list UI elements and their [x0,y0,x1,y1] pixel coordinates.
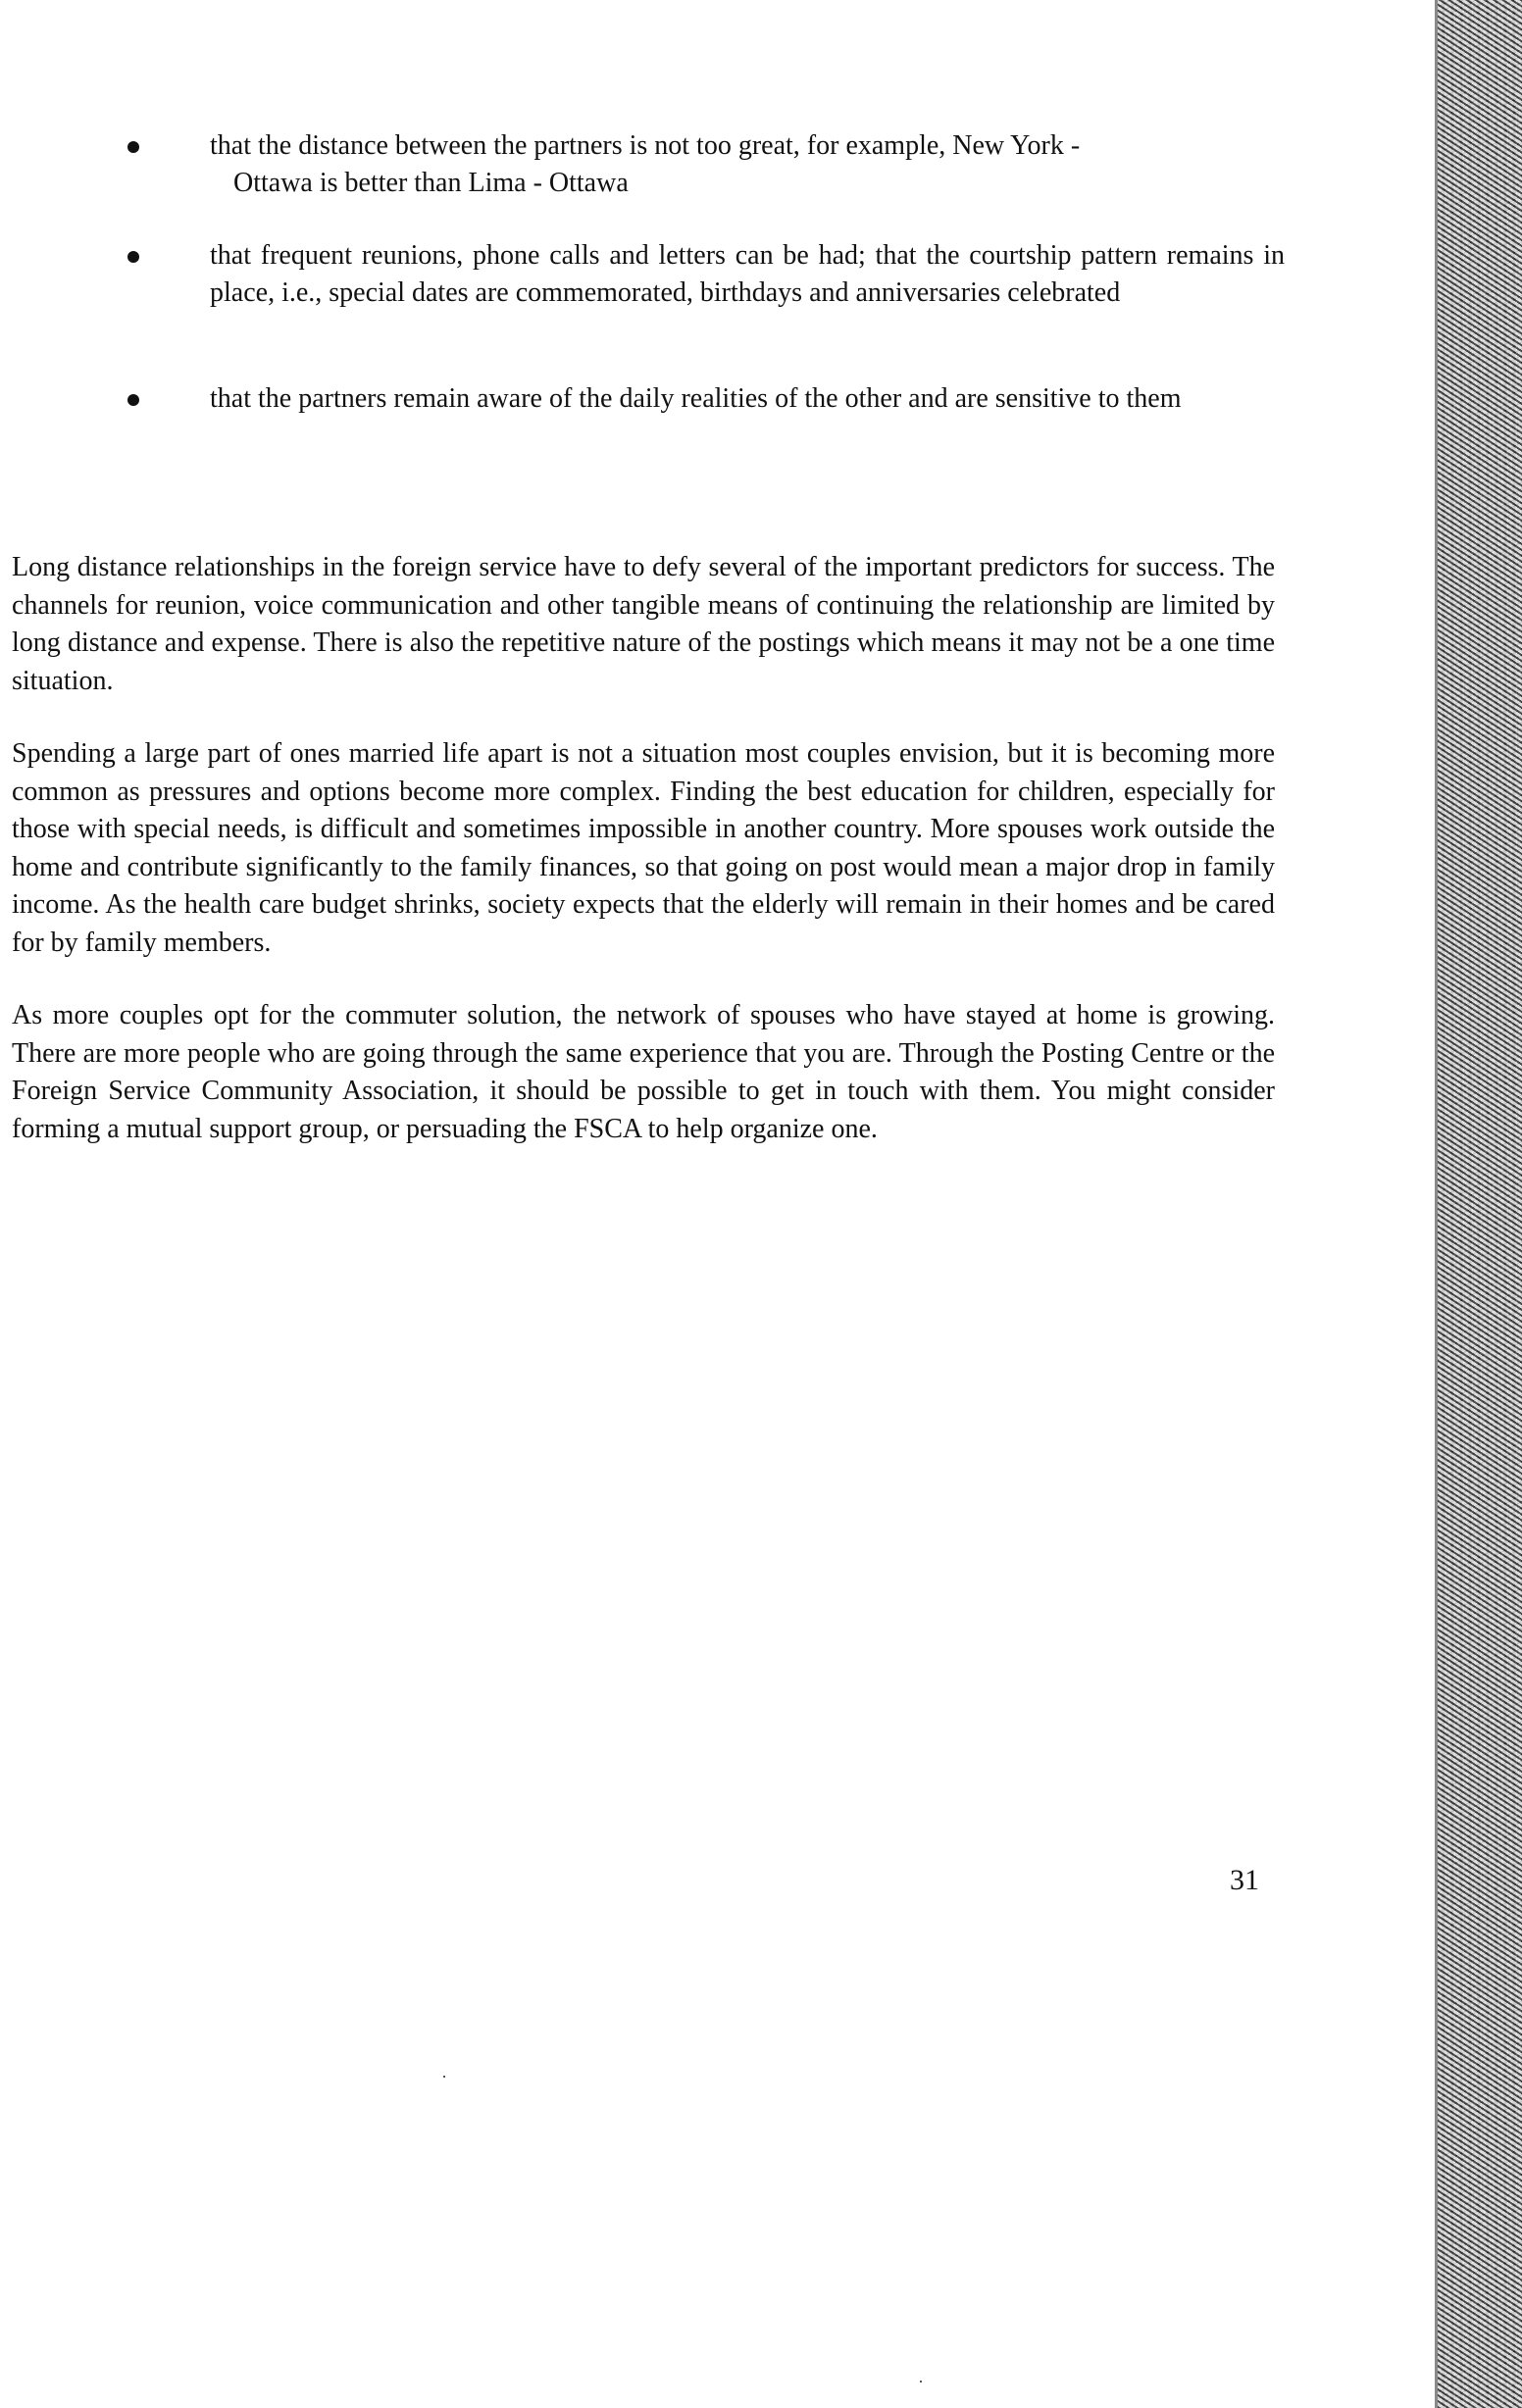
paragraph-long-distance: Long distance relationships in the foreign service have to defy several of the important predictors for success. The channels for reunion, voice communication and other tangible means of continuing the relationship are limited by long distance and expense. There is also the repetitive nature of the postings which means it may not be a one time situation. [12,552,1275,696]
scanned-page-edge [1438,0,1522,2408]
bullet-item-reunions [108,237,1285,380]
bullet-text-continuation: Ottawa is better than Lima - Ottawa [233,167,629,198]
bullet-icon [127,394,139,406]
body-text [12,549,1275,1183]
bullet-icon [127,141,139,153]
paragraph-commuter-solution: As more couples opt for the commuter solution, the network of spouses who have stayed at home is growing. There are more people who are going through the same experience that you are. Through the Posting Centre or the Foreign Service Community Association, it should be possible to get in touch with them. You might consider forming a mutual support group, or persuading the FSCA to help organize one. [12,1000,1275,1144]
bullet-icon [127,251,139,263]
bullet-text: that frequent reunions, phone calls and letters can be had; that the courtship pattern remains in place, i.e., special dates are commemorated, birthdays and anniversaries celebrated [210,240,1285,308]
scan-speck [920,2381,922,2383]
bullet-item-distance [108,127,1285,237]
bullet-list [108,127,1285,469]
bullet-text: that the partners remain aware of the daily realities of the other and are sensitive to them [210,383,1182,414]
bullet-text: that the distance between the partners is not too great, for example, New York - [210,130,1081,161]
paragraph-married-life: Spending a large part of ones married life apart is not a situation most couples envision, but it is becoming more common as pressures and options become more complex. Finding the best education for children, especially for those with special needs, is difficult and sometimes impossible in another country. More spouses work outside the home and contribute significantly to the family finances, so that going on post would mean a major drop in family income. As the health care budget shrinks, society expects that the elderly will remain in their homes and be cared for by family members. [12,738,1275,958]
bullet-item-awareness [108,380,1285,469]
scan-speck [443,2076,445,2078]
page-number: 31 [1230,1864,1259,1896]
